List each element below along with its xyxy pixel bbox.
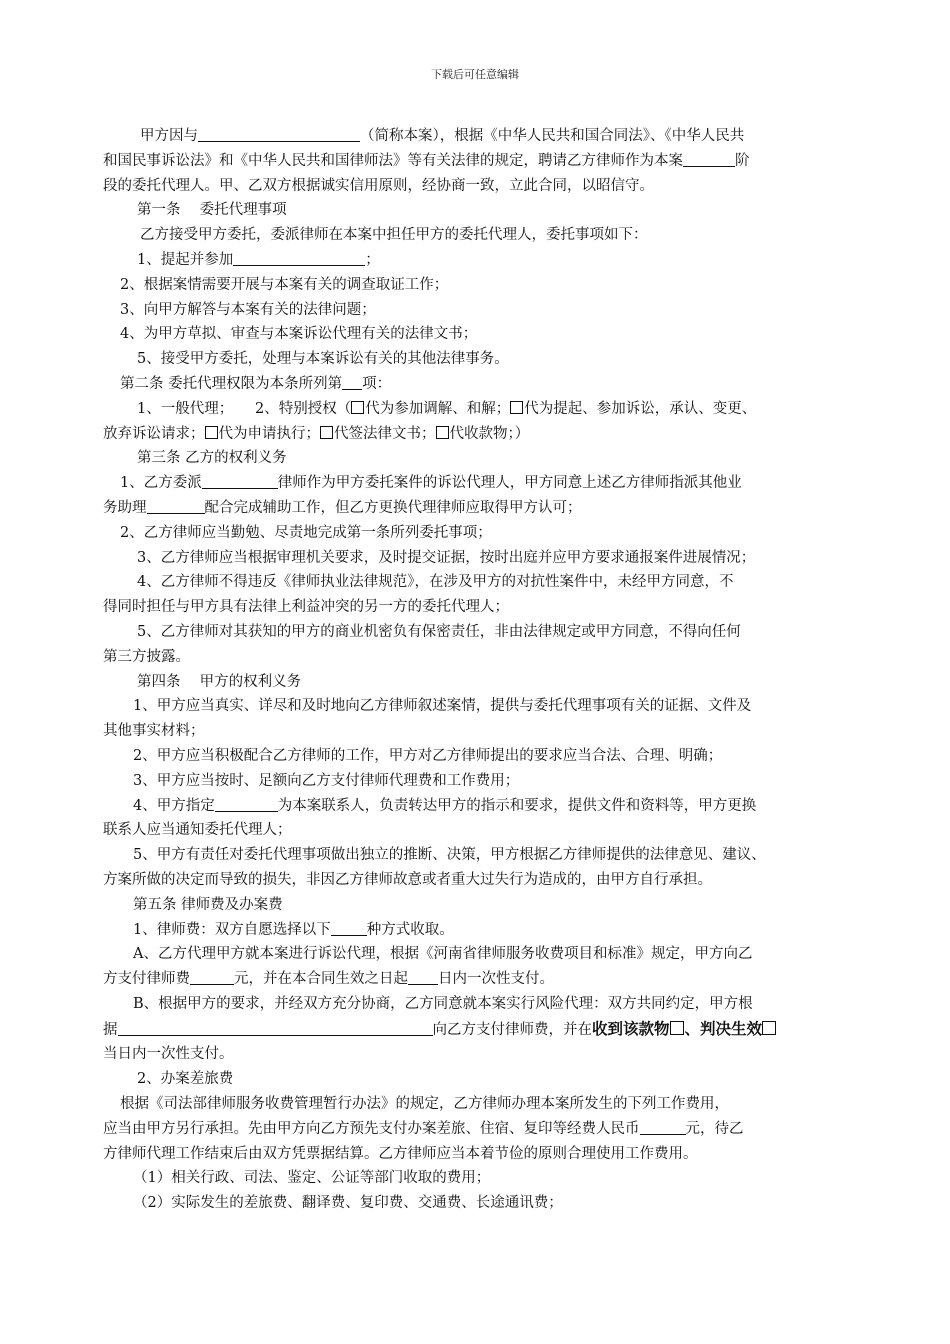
article-5-fee-method: 1、律师费：双方自愿选择以下 种方式收取。 [103, 918, 851, 943]
article-5-title: 第五条 律师费及办案费 [133, 896, 283, 913]
file-lawsuit-checkbox[interactable] [510, 401, 523, 414]
mediation-checkbox[interactable] [351, 401, 364, 414]
fee-amount-blank[interactable] [190, 968, 234, 985]
article-5-travel-line-2: 应当由甲方另行承担。先由甲方向乙方预先支付办案差旅、住宿、复印等经费人民币 元，待乙 [103, 1117, 851, 1142]
article-5-travel-title: 2、办案差旅费 [137, 1071, 234, 1088]
article-1-item-3: 3、向甲方解答与本案有关的法律问题； [120, 301, 376, 318]
article-1-item-5: 5、接受甲方委托，处理与本案诉讼有关的其他法律事务。 [137, 351, 509, 368]
article-4-item-1-line-2: 其他事实材料； [103, 723, 205, 740]
case-stage-blank[interactable] [683, 150, 735, 167]
risk-agency-basis-blank[interactable] [118, 1019, 433, 1036]
article-5-travel-line-1: 根据《司法部律师服务收费管理暂行办法》的规定，乙方律师办理本案所发生的下列工作费用， [120, 1096, 729, 1113]
article-1-lead: 乙方接受甲方委托，委派律师在本案中担任甲方的委托代理人，委托事项如下： [140, 227, 648, 244]
apply-execution-checkbox[interactable] [205, 426, 218, 439]
article-5-travel-line-3: 方律师代理工作结束后由双方凭票据结算。乙方律师应当本着节俭的原则合理使用工作费用。 [103, 1145, 698, 1162]
article-1-title: 第一条 委托代理事项 [137, 202, 287, 219]
article-4-title: 第四条 甲方的权利义务 [137, 673, 302, 690]
article-1-item-4: 4、为甲方草拟、审查与本案诉讼代理有关的法律文书； [120, 326, 478, 343]
contract-body [103, 124, 851, 1216]
article-3-item-5-line-1: 5、乙方律师对其获知的甲方的商业机密负有保密责任，非由法律规定或甲方同意，不得向任何 [137, 623, 741, 640]
receive-payment-checkbox[interactable] [436, 426, 449, 439]
article-3-item-1-line-1: 1、乙方委派 律师作为甲方委托案件的诉讼代理人，甲方同意上述乙方律师指派其他业 [103, 471, 851, 496]
article-4-item-4-line-1: 4、甲方指定 为本案联系人，负责转达甲方的指示和要求，提供文件和资料等，甲方更换 [103, 794, 851, 819]
assistant-blank[interactable] [147, 497, 205, 514]
article-4-item-4-line-2: 联系人应当通知委托代理人； [103, 822, 292, 839]
payment-days-blank[interactable] [408, 968, 438, 985]
article-2-options-line-2: 放弃诉讼请求； 代为申请执行； 代签法律文书； 代收款物；） [103, 425, 530, 442]
article-5-cost-item-2: （2）实际发生的差旅费、翻译费、复印费、交通费、长途通讯费； [133, 1195, 563, 1212]
article-1-item-2: 2、根据案情需要开展与本案有关的调查取证工作； [120, 276, 449, 293]
article-3-item-4-line-2: 得同时担任与甲方具有法律上利益冲突的另一方的委托代理人； [103, 599, 509, 616]
upon-receipt-checkbox[interactable] [670, 1021, 684, 1035]
article-5-option-b-line-2: 据 向乙方支付律师费，并在收到该款物 、判决生效 [103, 1017, 851, 1043]
fee-method-blank[interactable] [331, 919, 367, 936]
article-3-item-5-line-2: 第三方披露。 [103, 648, 190, 665]
assigned-lawyer-blank[interactable] [202, 472, 278, 489]
case-party-blank[interactable] [198, 125, 360, 142]
article-2-options-line-1: 1、一般代理； 2、特别授权（ 代为参加调解、和解； 代为提起、参加诉讼，承认、变更、 [137, 400, 757, 417]
article-3-item-2: 2、乙方律师应当勤勉、尽责地完成第一条所列委托事项； [120, 524, 492, 541]
intro-line-2: 和国民事诉讼法》和《中华人民共和国律师法》等有关法律的规定，聘请乙方律师作为本案 阶 [103, 149, 851, 174]
sign-documents-checkbox[interactable] [320, 426, 333, 439]
intro-line-3: 段的委托代理人。甲、乙双方根据诚实信用原则，经协商一致，立此合同，以昭信守。 [103, 177, 654, 194]
article-2-title: 第二条 委托代理权限为本条所列第 项： [103, 372, 851, 397]
article-1-item-1: 1、提起并参加 ； [103, 248, 851, 273]
contact-person-blank[interactable] [215, 795, 278, 812]
article-5-cost-item-1: （1）相关行政、司法、鉴定、公证等部门收取的费用； [133, 1170, 491, 1187]
litigation-blank[interactable] [233, 249, 365, 266]
article-3-item-4-line-1: 4、乙方律师不得违反《律师执业法律规范》，在涉及甲方的对抗性案件中，未经甲方同意，不 [137, 574, 734, 591]
article-4-item-3: 3、甲方应当按时、足额向乙方支付律师代理费和工作费用； [133, 772, 520, 789]
article-3-title: 第三条 乙方的权利义务 [137, 450, 287, 467]
article-5-option-b-line-3: 当日内一次性支付。 [103, 1046, 234, 1063]
upon-judgment-checkbox[interactable] [762, 1021, 776, 1035]
page-header-note: 下载后可任意编辑 [431, 68, 519, 81]
article-5-option-a-line-2: 方支付律师费 元，并在本合同生效之日起 日内一次性支付。 [103, 967, 851, 992]
article-4-item-1-line-1: 1、甲方应当真实、详尽和及时地向乙方律师叙述案情，提供与委托代理事项有关的证据、文件及 [133, 698, 752, 715]
intro-line-1: 甲方因与 （简称本案），根据《中华人民共和国合同法》、《中华人民共 [103, 124, 851, 149]
article-4-item-2: 2、甲方应当积极配合乙方律师的工作，甲方对乙方律师提出的要求应当合法、合理、明确； [133, 747, 723, 764]
article-4-item-5-line-1: 5、甲方有责任对委托代理事项做出独立的推断、决策，甲方根据乙方律师提供的法律意见、建议、 [133, 847, 766, 864]
article-3-item-1-line-2: 务助理 配合完成辅助工作，但乙方更换代理律师应取得甲方认可； [103, 496, 851, 521]
article-5-option-b-line-1: B、根据甲方的要求，并经双方充分协商，乙方同意就本案实行风险代理：双方共同约定，甲方根 [133, 995, 753, 1012]
article-5-option-a-line-1: A、乙方代理甲方就本案进行诉讼代理，根据《河南省律师服务收费项目和标准》规定，甲方向乙 [133, 946, 753, 963]
advance-expense-blank[interactable] [640, 1118, 686, 1135]
authority-item-blank[interactable] [342, 373, 362, 390]
article-3-item-3: 3、乙方律师应当根据审理机关要求，及时提交证据，按时出庭并应甲方要求通报案件进展情况； [137, 549, 756, 566]
article-4-item-5-line-2: 方案所做的决定而导致的损失，非因乙方律师故意或者重大过失行为造成的，由甲方自行承担。 [103, 871, 712, 888]
